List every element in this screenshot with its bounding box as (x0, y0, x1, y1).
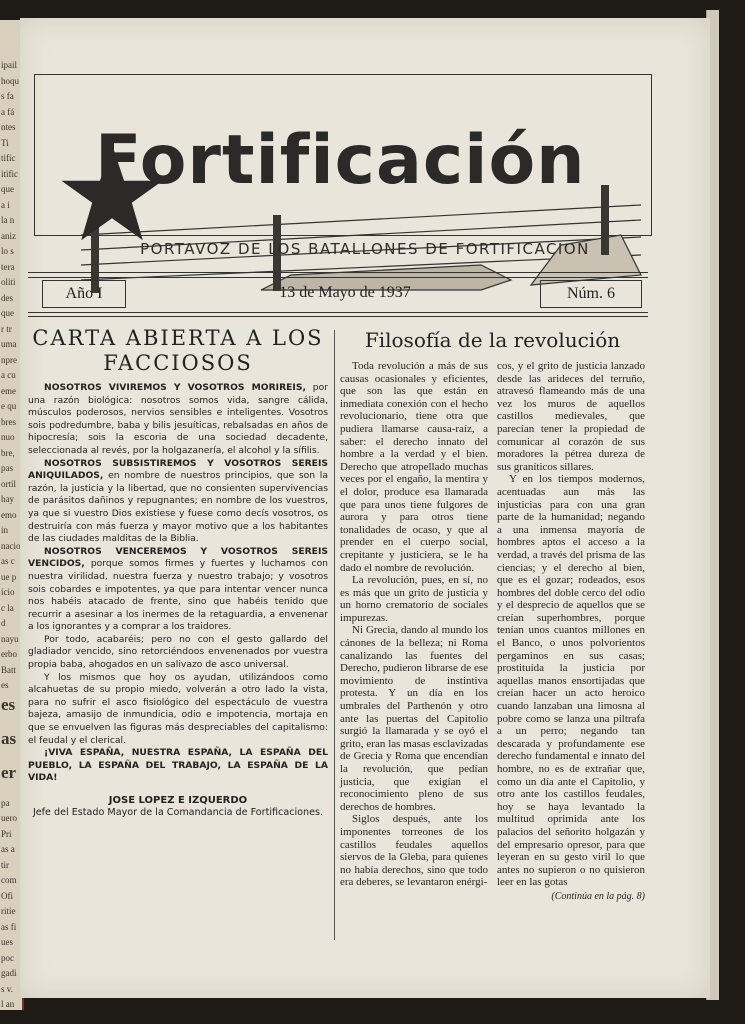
letter-text: en nombre de nuestros principios, que son la razón, la justicia y la libertad, que no consienten supervivencias de parásitos dañinos y repugnantes; en nombre de los vuestros, ya que si vuestro Dios existiese y fuese como decís vosotros, os destruiría con más fuerza y mayor motivo que a los habitantes de las ciudades malditas de la Biblia. (28, 470, 328, 545)
adjacent-page-fragment: s v. (1, 983, 13, 994)
adjacent-page-fragment: icio (1, 587, 15, 597)
adjacent-page-fragment: erbo (1, 649, 17, 659)
header-rule-top (28, 272, 648, 278)
letter-paragraph (28, 546, 328, 634)
letter-text: por una razón biológica: nosotros somos vida, sangre cálida, músculos poderosos, nervios sensibles e inteligentes. Vosotros sois podredumbre, baba y bilis jesuíticas, rebalsadas en años de hipocresía; sois la escoria de una sociedad decadente, seleccionada al revés, por la holgazanería, el alcohol y la sífilis. (28, 382, 328, 456)
adjacent-page-fragment: tera (1, 261, 15, 272)
article (340, 326, 645, 904)
article-paragraph: Ni Grecia, dando al mundo los cánones de la belleza; ni Roma canalizando las fuentes del Derecho, pudieron librarse de ese movimiento de instintiva protesta. Y un día en los umbrales del Parthenón y otro ante las puertas del Capitolio surgió la llamarada y se oyó el grito, eran las masas esclavizadas de Grecia y Roma que encendían la revolución, que pedían justicia, que exigían el reconocimiento pleno de sus derechos de hombres. (340, 624, 488, 813)
letter-closing: ¡VIVA ESPAÑA, NUESTRA ESPAÑA, LA ESPAÑA DEL PUEBLO, LA ESPAÑA DEL TRABAJO, LA ESPAÑA DE LA VIDA! (28, 747, 328, 784)
signature-role: Jefe del Estado Mayor de la Comandancia de Fortificaciones. (32, 807, 324, 818)
newspaper-page (20, 18, 710, 998)
adjacent-page-fragment: hoqu (1, 75, 19, 86)
adjacent-page-fragment: itific (1, 168, 18, 179)
letter-text: porque somos firmes y fuertes y luchamos con nuestra virilidad, nuestra fuerza y nuestro trabajo; y vosotros sois cobardes e impotentes, ya que para intentar vencer nunca nos habéis atacado de frente, sino que habéis tenido que recurrir a asesinar a los inermes de la retaguardia, a envenenar a los ignorantes y a comprar a los traidores. (28, 558, 329, 633)
adjacent-page-fragment: poc (1, 952, 14, 963)
adjacent-page-fragment: nayu (1, 633, 19, 644)
adjacent-page-fragment: in (1, 525, 9, 535)
article-body (340, 360, 645, 904)
masthead-frame (34, 74, 652, 236)
issue-year: Año I (42, 280, 126, 308)
adjacent-page-fragment: e qu (1, 401, 17, 411)
newspaper-title: Fortificación (95, 121, 586, 200)
adjacent-page-fragment: uero (1, 813, 17, 823)
open-letter (28, 326, 328, 819)
letter-paragraph: Por todo, acabaréis; pero no con el gesto gallardo del gladiador vencido, sino retorciéndoos envenenados por vuestra propia baba, ahogados en un salivazo de asco universal. (28, 633, 328, 671)
adjacent-page-fragment: aniz (1, 230, 16, 241)
adjacent-page-fragment: gadi (1, 968, 17, 978)
adjacent-page-fragment: Pri (1, 828, 12, 839)
adjacent-page-fragment: r tr (1, 323, 12, 334)
adjacent-page-fragment: tir (1, 859, 9, 870)
continued-note: (Continúa en la pág. 8) (551, 890, 645, 902)
adjacent-page-fragment: nacio (1, 540, 21, 551)
adjacent-page-fragment: npre (1, 354, 17, 365)
adjacent-page-fragment: emo (1, 509, 17, 520)
adjacent-page-fragment: ue p (1, 571, 17, 582)
article-column-2 (497, 360, 645, 904)
adjacent-page-fragment: a fá (1, 106, 15, 117)
adjacent-page-fragment: Ti (1, 137, 9, 148)
adjacent-page-fragment: a i (1, 199, 10, 210)
adjacent-page-fragment: lo s (1, 246, 14, 256)
adjacent-page-fragment: uma (1, 339, 17, 349)
adjacent-page-fragment: ortil (1, 478, 16, 489)
adjacent-page-fragment: er (1, 762, 17, 782)
adjacent-page-fragment: bres (1, 416, 16, 427)
adjacent-page-fragment: que (1, 184, 14, 194)
letter-paragraph (28, 458, 328, 546)
adjacent-page-fragment: la n (1, 215, 15, 225)
adjacent-page-fragment: a cu (1, 370, 16, 380)
letter-lead: NOSOTROS SUBSISTIREMOS Y VOSOTROS SEREIS ANIQUILADOS, (28, 457, 328, 482)
adjacent-page-fragment: c la (1, 602, 14, 613)
adjacent-page-fragment: as a (1, 844, 15, 854)
issue-number: Núm. 6 (540, 280, 642, 308)
letter-paragraph: Y los mismos que hoy os ayudan, utilizándoos como alcahuetas de su propio miedo, volverán a otro lado la vista, para no sufrir el asco fisiológico del espectáculo de vuestra bajeza, amasijo de inmundicia, odio e impotencia, mortaja en que se envuelven las figuras más despreciables del capitalismo: el feudal y el clerical. (28, 671, 328, 746)
adjacent-page-fragment: es (1, 680, 9, 690)
article-title: Filosofía de la revolución (364, 328, 621, 352)
adjacent-page-fragment: com (1, 875, 17, 885)
adjacent-page-fragment: Batt (1, 664, 16, 675)
adjacent-page-fragment: ntes (1, 122, 16, 132)
signature-name: JOSE LOPEZ E IZQUERDO (108, 795, 248, 806)
adjacent-page-fragment: eme (1, 385, 16, 396)
adjacent-page-fragment: tific (1, 153, 16, 163)
adjacent-page-fragment: as (1, 728, 17, 748)
adjacent-page-fragment: ues (1, 937, 13, 947)
adjacent-page-fragment: des (1, 292, 13, 303)
letter-title (28, 326, 328, 376)
adjacent-page-fragment: ritie (1, 906, 16, 916)
adjacent-page-fragment: as fi (1, 921, 17, 932)
adjacent-page-fragment: ipail (1, 60, 17, 70)
adjacent-page-fragment: que (1, 308, 14, 318)
adjacent-page-fragment: pa (1, 797, 10, 808)
letter-lead: NOSOTROS VIVIREMOS Y VOSOTROS MORIREIS, (44, 382, 306, 393)
article-paragraph: cos, y el grito de justicia lanzado desde las arideces del terruño, atravesó flameando más de una vez los muros de aquellos castillos medievales, que parecían tener la propiedad de comunicar al corazón de sus moradores la pétrea dureza de sus graníticos sillares. (497, 360, 645, 473)
adjacent-page-fragment: as c (1, 556, 15, 566)
adjacent-page-fragment: l an (1, 999, 15, 1009)
adjacent-page-fragment: d (1, 618, 6, 628)
letter-title-line2: FACCIOSOS (103, 351, 253, 375)
article-column-1 (340, 360, 488, 904)
adjacent-page-fragment: s fa (1, 91, 14, 101)
adjacent-page-fragment: es (1, 694, 16, 714)
article-paragraph: Toda revolución a más de sus causas ocasionales y eficientes, que son las que están en inmediata conexión con el hecho revolucionario, tiene otra que pudiera llamarse causa-raíz, a saber: el derecho innato del hombre a la verdad y el bien. Derecho que atropellado muchas veces por el engaño, la mentira y el dolor, produce esa llamarada que para unos tiene fulgores de aurora y para otros tiene tonalidades de ocaso, y que al prender en el cuerpo social, crepitante y justiciera, se le ha dado el nombre de revolución. (340, 360, 488, 574)
adjacent-page-fragment: bre, (1, 447, 15, 458)
header-rule-bottom (28, 312, 648, 317)
newspaper-subtitle: PORTAVOZ DE LOS BATALLONES DE FORTIFICACION (140, 240, 590, 258)
letter-title-line1: CARTA ABIERTA A LOS (32, 326, 324, 350)
adjacent-page-fragment: hay (1, 494, 14, 504)
letter-lead: NOSOTROS VENCEREMOS Y VOSOTROS SEREIS VENCIDOS, (28, 545, 328, 570)
adjacent-page-fragment: pas (1, 463, 13, 473)
adjacent-page-fragment: oliti (1, 277, 16, 287)
article-paragraph: Y en los tiempos modernos, acentuadas aun más las injusticias para con una gran parte de la humanidad; negando a una inmensa mayoría de hombres aptos el acceso a la verdad, a través del prisma de las ciencias; y el derecho al bien, que es el gozar; rodeados, esos hombres del doble cerco del odio y el desprecio de aquellos que se creían superhombres, porque tenían unos cuantos millones en el Banco, o unos polvorientos pergaminos en sus casas; prostituída la justicia por aquellas manos ensortijadas que creían hacer un acto heroico cuando lanzaban una limosna al pobre como se lanza una piltrafa a un perro; negando tan descarada y profundamente ese derecho fundamental e innato del hombre, no es de extrañar que, como un día ante el Capitolio, y otro ante los castillos feudales, hoy se haya levantado la multitud oprimida ante los palacios del señorito holgazán y del empresario opresor, para que leyeran en su gesto viril lo que antes no supieron o no quisieron leer en las gotas (497, 473, 645, 889)
letter-paragraph (28, 382, 328, 458)
adjacent-page-fragment: nuo (1, 432, 15, 442)
adjacent-page-fragment: Ofi (1, 890, 13, 901)
article-paragraph: La revolución, pues, en sí, no es más que un grito de justicia y un horno crematorio de sociales impurezas. (340, 574, 488, 624)
article-paragraph: Siglos después, ante los imponentes torreones de los castillos feudales aquellos siervos de la Gleba, para quienes no había derechos, sino que todo era deberes, se levantaron enérgi- (340, 813, 488, 889)
issue-date: 13 de Mayo de 1937 (279, 284, 411, 301)
column-divider (334, 330, 335, 940)
